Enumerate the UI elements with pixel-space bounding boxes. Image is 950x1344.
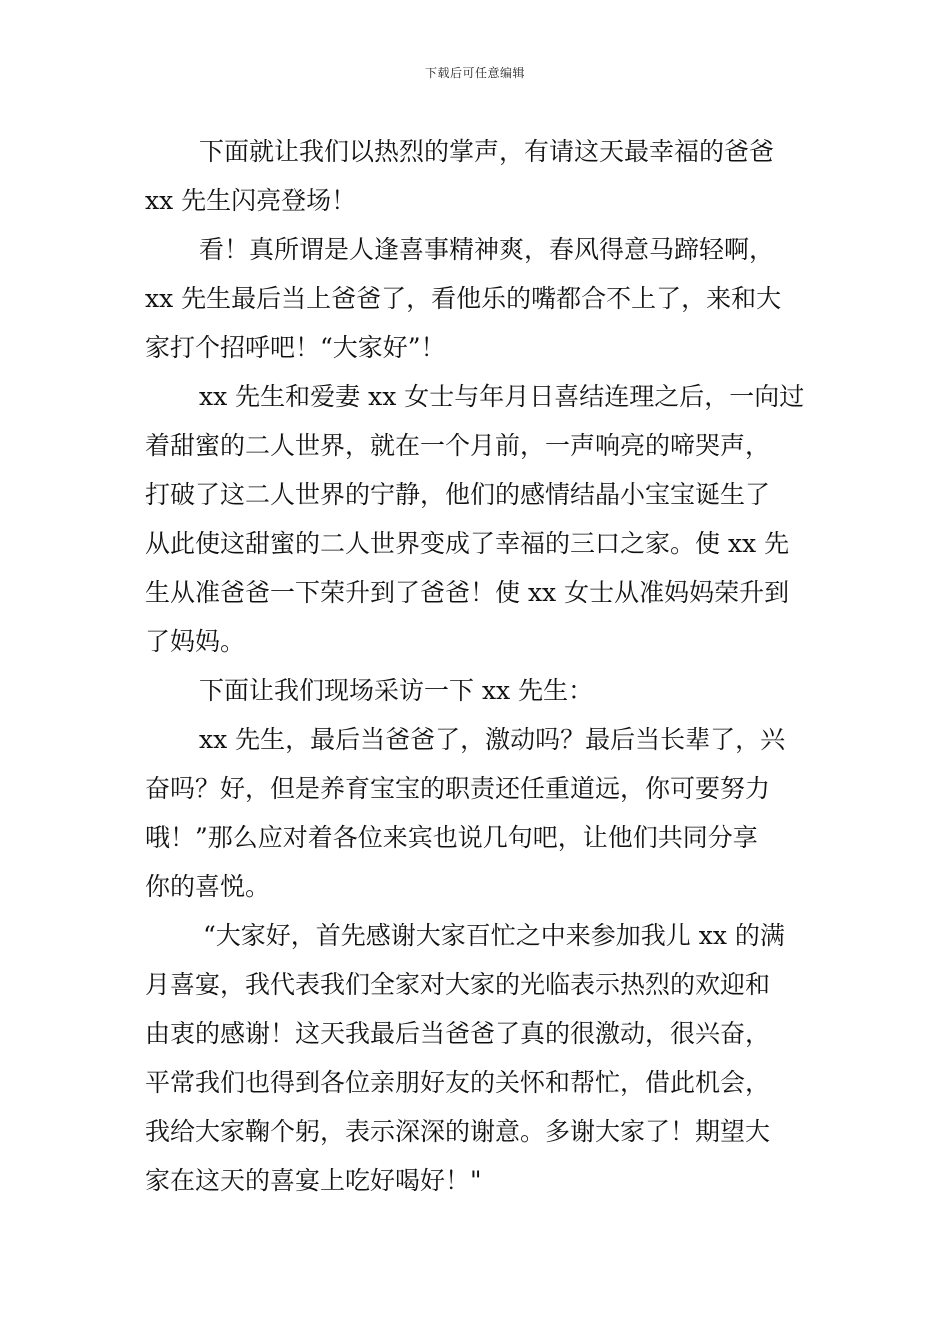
paragraph-3-line-5: 生从准爸爸一下荣升到了爸爸！使 xx 女士从准妈妈荣升到	[145, 578, 790, 607]
paragraph-5-line-3: 哦！”那么应对着各位来宾也说几句吧，让他们共同分享	[145, 823, 758, 852]
paragraph-5-line-1: xx 先生，最后当爸爸了，激动吗？最后当长辈了，兴	[199, 725, 786, 754]
paragraph-1-line-1: 下面就让我们以热烈的掌声，有请这天最幸福的爸爸	[199, 137, 775, 166]
paragraph-6-line-3: 由衷的感谢！这天我最后当爸爸了真的很激动，很兴奋，	[145, 1019, 771, 1048]
paragraph-6-line-6: 家在这天的喜宴上吃好喝好！"	[145, 1166, 482, 1195]
paragraph-2-line-2: xx 先生最后当上爸爸了，看他乐的嘴都合不上了，来和大	[145, 284, 782, 313]
page-header: 下载后可任意编辑	[424, 66, 525, 80]
paragraph-4-line-1: 下面让我们现场采访一下 xx 先生：	[199, 676, 594, 705]
paragraph-6-line-5: 我给大家鞠个躬，表示深深的谢意。多谢大家了！期望大	[145, 1117, 771, 1146]
paragraph-3-line-4: 从此使这甜蜜的二人世界变成了幸福的三口之家。使 xx 先	[145, 529, 790, 558]
document-body	[145, 127, 813, 1205]
paragraph-6-line-2: 月喜宴，我代表我们全家对大家的光临表示热烈的欢迎和	[145, 970, 771, 999]
paragraph-5-line-4: 你的喜悦。	[145, 872, 271, 901]
paragraph-3-line-1: xx 先生和爱妻 xx 女士与年月日喜结连理之后，一向过	[199, 382, 805, 411]
paragraph-2-line-3: 家打个招呼吧！“大家好”！	[145, 333, 446, 362]
paragraph-3-line-6: 了妈妈。	[145, 627, 246, 656]
paragraph-3-line-2: 着甜蜜的二人世界，就在一个月前，一声响亮的啼哭声，	[145, 431, 771, 460]
paragraph-5-line-2: 奋吗？好，但是养育宝宝的职责还任重道远，你可要努力	[145, 774, 771, 803]
paragraph-3-line-3: 打破了这二人世界的宁静，他们的感情结晶小宝宝诞生了	[145, 480, 771, 509]
paragraph-1-line-2: xx 先生闪亮登场！	[145, 186, 357, 215]
paragraph-2-line-1: 看！真所谓是人逢喜事精神爽，春风得意马蹄轻啊，	[199, 235, 775, 264]
paragraph-6-line-1: “大家好，首先感谢大家百忙之中来参加我儿 xx 的满	[203, 921, 785, 950]
paragraph-6-line-4: 平常我们也得到各位亲朋好友的关怀和帮忙，借此机会，	[145, 1068, 771, 1097]
